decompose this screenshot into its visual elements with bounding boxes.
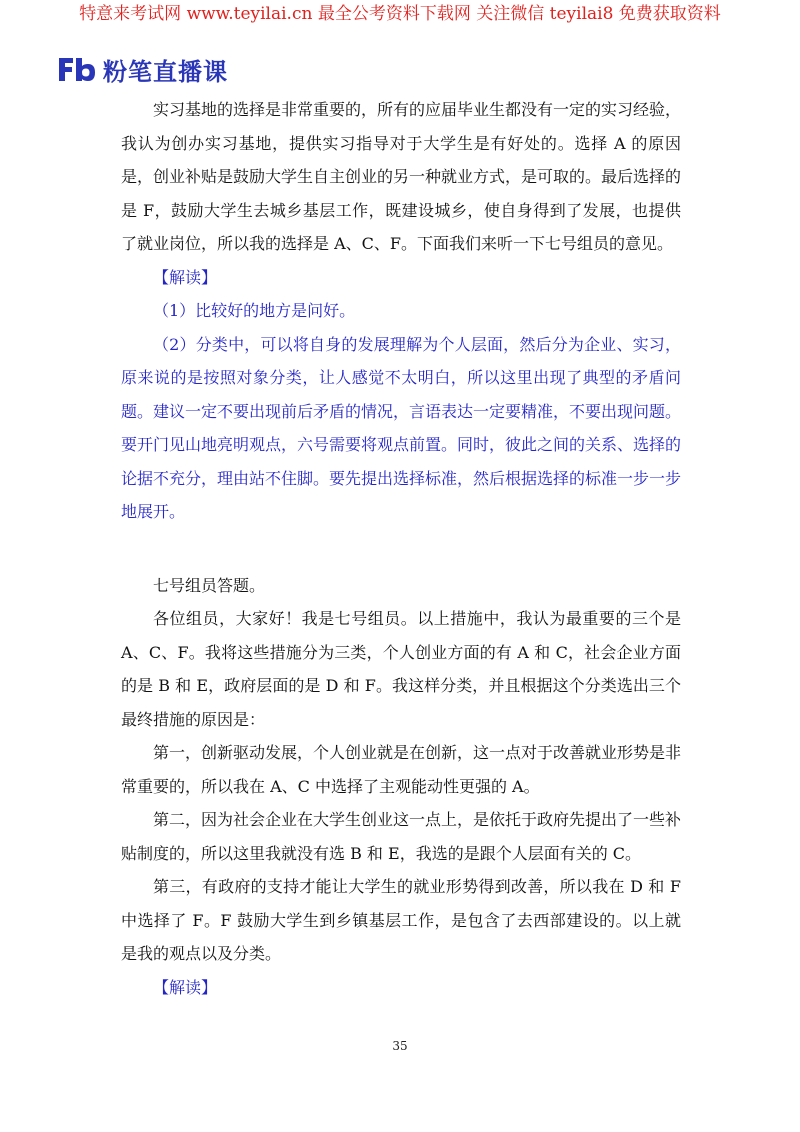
answer-paragraph-third: 第三，有政府的支持才能让大学生的就业形势得到改善，所以我在 D 和 F 中选择了 F。F 鼓励大学生到乡镇基层工作，是包含了去西部建设的。以上就是我的观点以及分类。 [121,877,681,963]
fenbi-logo-icon [57,55,97,83]
section-title-member-seven: 七号组员答题。 [153,575,266,595]
logo [57,52,228,86]
logo-text: 粉笔直播课 [103,57,228,86]
watermark-banner: 特意来考试网 www.teyilai.cn 最全公考资料下载网 关注微信 teyilai8 免费获取资料 [79,4,721,24]
commentary-heading-2: 【解读】 [153,977,218,997]
answer-paragraph-intro: 各位组员，大家好！我是七号组员。以上措施中，我认为最重要的三个是 A、C、F。我将这些措施分为三类，个人创业方面的有 A 和 C，社会企业方面的是 B 和 E，政府层面的是 D 和 F。我这样分类，并且根据这个分类选出三个最终措施的原因是： [121,609,681,729]
answer-paragraph-first: 第一，创新驱动发展，个人创业就是在创新，这一点对于改善就业形势是非常重要的，所以我在 A、C 中选择了主观能动性更强的 A。 [121,743,682,796]
answer-paragraph-second: 第二，因为社会企业在大学生创业这一点上，是依托于政府先提出了一些补贴制度的，所以这里我就没有选 B 和 E，我选的是跟个人层面有关的 C。 [121,810,682,863]
document-body [121,93,681,1004]
commentary-point-1: （1）比较好的地方是问好。 [153,301,356,320]
section-gap [121,529,681,569]
commentary-heading: 【解读】 [153,267,218,287]
commentary-point-2: （2）分类中，可以将自身的发展理解为个人层面，然后分为企业、实习，原来说的是按照对象分类，让人感觉不太明白，所以这里出现了典型的矛盾问题。建议一定不要出现前后矛盾的情况，言语表达一定要精准，不要出现问题。要开门见山地亮明观点，六号需要将观点前置。同时，彼此之间的关系、选择的论据不充分，理由站不住脚。要先提出选择标准，然后根据选择的标准一步一步地展开。 [121,334,682,521]
answer-paragraph-six-conclusion: 实习基地的选择是非常重要的，所有的应届毕业生都没有一定的实习经验，我认为创办实习基地，提供实习指导对于大学生是有好处的。选择 A 的原因是，创业补贴是鼓励大学生自主创业的另一种就业方式，是可取的。最后选择的是 F，鼓励大学生去城乡基层工作，既建设城乡，使自身得到了发展，也提供了就业岗位，所以我的选择是 A、C、F。下面我们来听一下七号组员的意见。 [121,100,682,253]
page-number: 35 [392,1039,408,1053]
